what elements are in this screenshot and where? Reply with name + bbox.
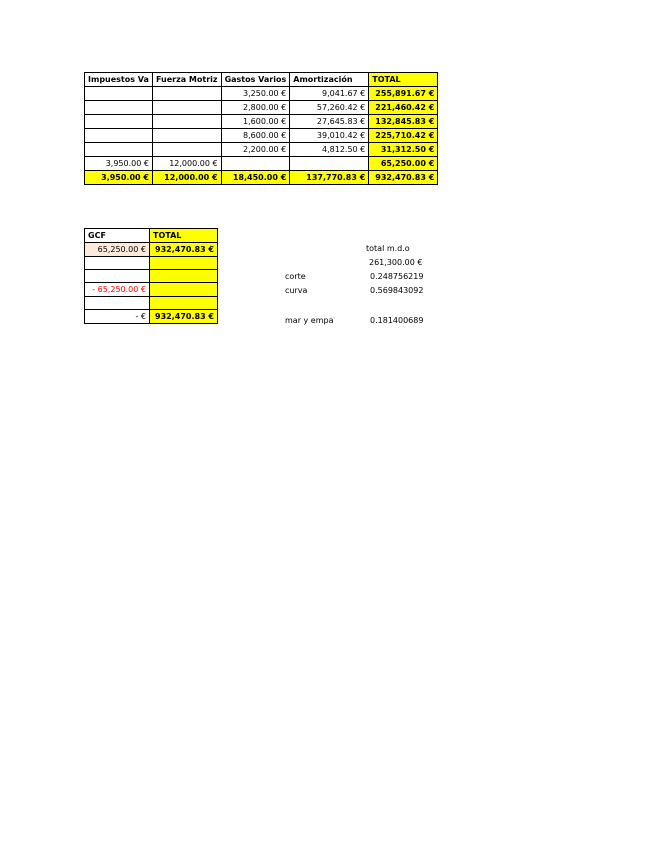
total-cell[interactable]: 65,250.00 € [369,157,438,171]
header-total[interactable]: TOTAL [150,229,218,243]
cell[interactable]: 2,800.00 € [221,101,290,115]
cell[interactable]: 8,600.00 € [221,129,290,143]
gcf-table [84,228,218,324]
header-gcf[interactable]: GCF [85,229,150,243]
total-cell[interactable]: 932,470.83 € [150,243,218,257]
total-cell[interactable]: 3,950.00 € [85,171,153,185]
cell[interactable]: 12,000.00 € [152,157,221,171]
cell[interactable] [152,129,221,143]
total-cell[interactable]: 31,312.50 € [369,143,438,157]
header-gastos-varios[interactable]: Gastos Varios [221,73,290,87]
cell[interactable] [152,115,221,129]
cell[interactable] [152,143,221,157]
negative-cell[interactable]: - 65,250.00 € [85,283,150,297]
total-cell[interactable]: 932,470.83 € [150,310,218,324]
cell[interactable] [85,143,153,157]
header-fuerza-motriz[interactable]: Fuerza Motriz [152,73,221,87]
total-cell[interactable]: 221,460.42 € [369,101,438,115]
total-cell[interactable]: 225,710.42 € [369,129,438,143]
cell[interactable] [85,270,150,283]
table-header-row [85,229,218,243]
cell[interactable]: 2,200.00 € [221,143,290,157]
total-cell[interactable] [150,257,218,270]
cell[interactable]: 4,812.50 € [290,143,369,157]
table-row [85,87,438,101]
cell[interactable]: 65,250.00 € [85,243,150,257]
table-row [85,310,218,324]
table-row [85,129,438,143]
corte-label[interactable]: corte [285,272,306,281]
cell[interactable]: - € [85,310,150,324]
header-total[interactable]: TOTAL [369,73,438,87]
cell[interactable] [85,129,153,143]
table-row [85,283,218,297]
header-amortizacion[interactable]: Amortización [290,73,369,87]
mar-y-empa-value[interactable]: 0.181400689 [370,316,424,325]
table-row [85,101,438,115]
total-mdo-value[interactable]: 261,300.00 € [369,258,423,267]
cell[interactable] [152,87,221,101]
total-cell[interactable]: 12,000.00 € [152,171,221,185]
cell[interactable] [290,157,369,171]
total-cell[interactable]: 18,450.00 € [221,171,290,185]
cell[interactable]: 9,041.67 € [290,87,369,101]
table-header-row [85,73,438,87]
cell[interactable] [85,297,150,310]
total-cell[interactable] [150,283,218,297]
cell[interactable]: 3,250.00 € [221,87,290,101]
table-row [85,257,218,270]
cell[interactable]: 39,010.42 € [290,129,369,143]
table-row [85,243,218,257]
total-cell[interactable]: 255,891.67 € [369,87,438,101]
table-row [85,270,218,283]
header-impuestos[interactable]: Impuestos Va [85,73,153,87]
cell[interactable] [85,257,150,270]
total-cell[interactable] [150,297,218,310]
mar-y-empa-label[interactable]: mar y empa [285,316,334,325]
total-mdo-label[interactable]: total m.d.o [366,244,410,253]
corte-value[interactable]: 0.248756219 [370,272,424,281]
table-row [85,143,438,157]
total-cell[interactable]: 132,845.83 € [369,115,438,129]
total-cell[interactable] [150,270,218,283]
table-row [85,157,438,171]
cell[interactable] [85,101,153,115]
cell[interactable]: 27,645.83 € [290,115,369,129]
curva-value[interactable]: 0.569843092 [370,286,424,295]
cell[interactable] [221,157,290,171]
total-cell[interactable]: 137,770.83 € [290,171,369,185]
table-row [85,115,438,129]
grand-total-cell[interactable]: 932,470.83 € [369,171,438,185]
totals-row [85,171,438,185]
cell[interactable] [85,115,153,129]
table-row [85,297,218,310]
cell[interactable] [85,87,153,101]
cell[interactable]: 57,260.42 € [290,101,369,115]
curva-label[interactable]: curva [285,286,308,295]
cost-table [84,72,438,185]
cell[interactable]: 1,600.00 € [221,115,290,129]
cell[interactable]: 3,950.00 € [85,157,153,171]
cell[interactable] [152,101,221,115]
